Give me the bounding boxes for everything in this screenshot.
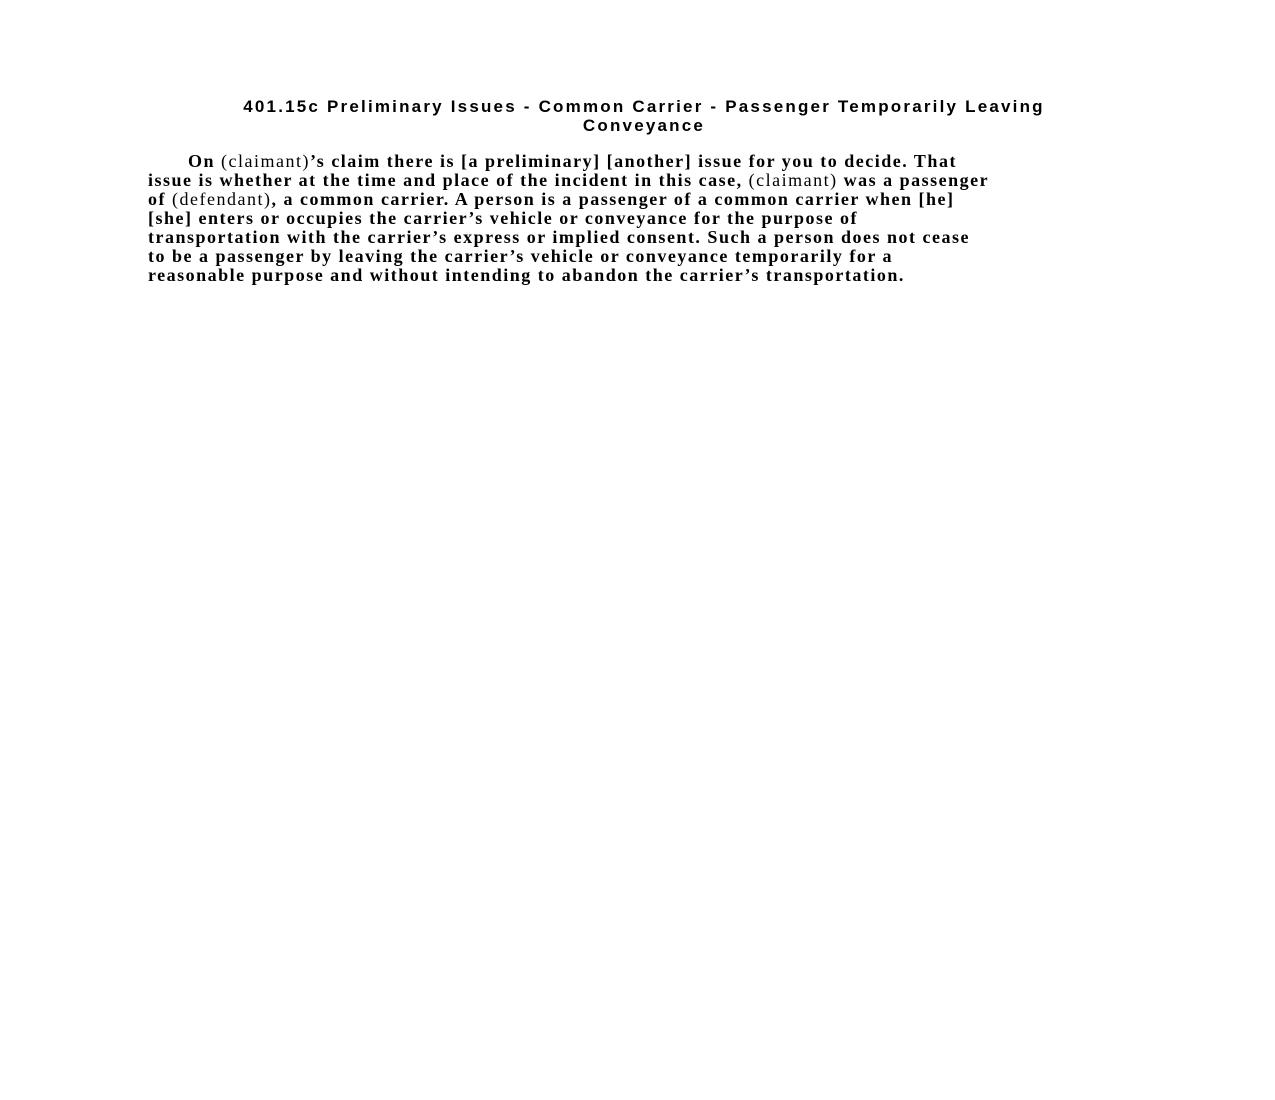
instruction-text: , a common carrier. A person is a passenger of a common carrier when [he]	[271, 189, 955, 209]
paragraph-line	[148, 228, 1140, 247]
instruction-text: issue is whether at the time and place of the incident in this case,	[148, 170, 749, 190]
document-title-line-2: Conveyance	[582, 116, 706, 135]
paragraph-line	[148, 266, 1140, 285]
document-title-line-1: 401.15c Preliminary Issues - Common Carrier - Passenger Temporarily Leaving	[243, 97, 1045, 116]
placeholder-text: (claimant)	[221, 151, 310, 171]
document-title	[148, 97, 1140, 135]
instruction-text: of	[148, 189, 172, 209]
placeholder-text: (defendant)	[172, 189, 272, 209]
paragraph-line	[148, 247, 1140, 266]
document-page	[148, 97, 1140, 285]
instruction-text: was a passenger	[837, 170, 990, 190]
instruction-text: to be a passenger by leaving the carrier’s vehicle or conveyance temporarily for a	[148, 246, 894, 266]
paragraph-line	[148, 209, 1140, 228]
paragraph-line	[148, 171, 1140, 190]
instruction-text: ’s claim there is [a preliminary] [another] issue for you to decide. That	[309, 151, 957, 171]
paragraph-line	[148, 190, 1140, 209]
instruction-paragraph	[148, 152, 1140, 285]
paragraph-line	[148, 152, 1140, 171]
instruction-text: [she] enters or occupies the carrier’s vehicle or conveyance for the purpose of	[148, 208, 859, 228]
instruction-text: On	[188, 151, 222, 171]
instruction-text: transportation with the carrier’s express or implied consent. Such a person does not cease	[148, 227, 970, 247]
placeholder-text: (claimant)	[748, 170, 838, 190]
instruction-text: reasonable purpose and without intending to abandon the carrier’s transportation.	[148, 265, 905, 285]
